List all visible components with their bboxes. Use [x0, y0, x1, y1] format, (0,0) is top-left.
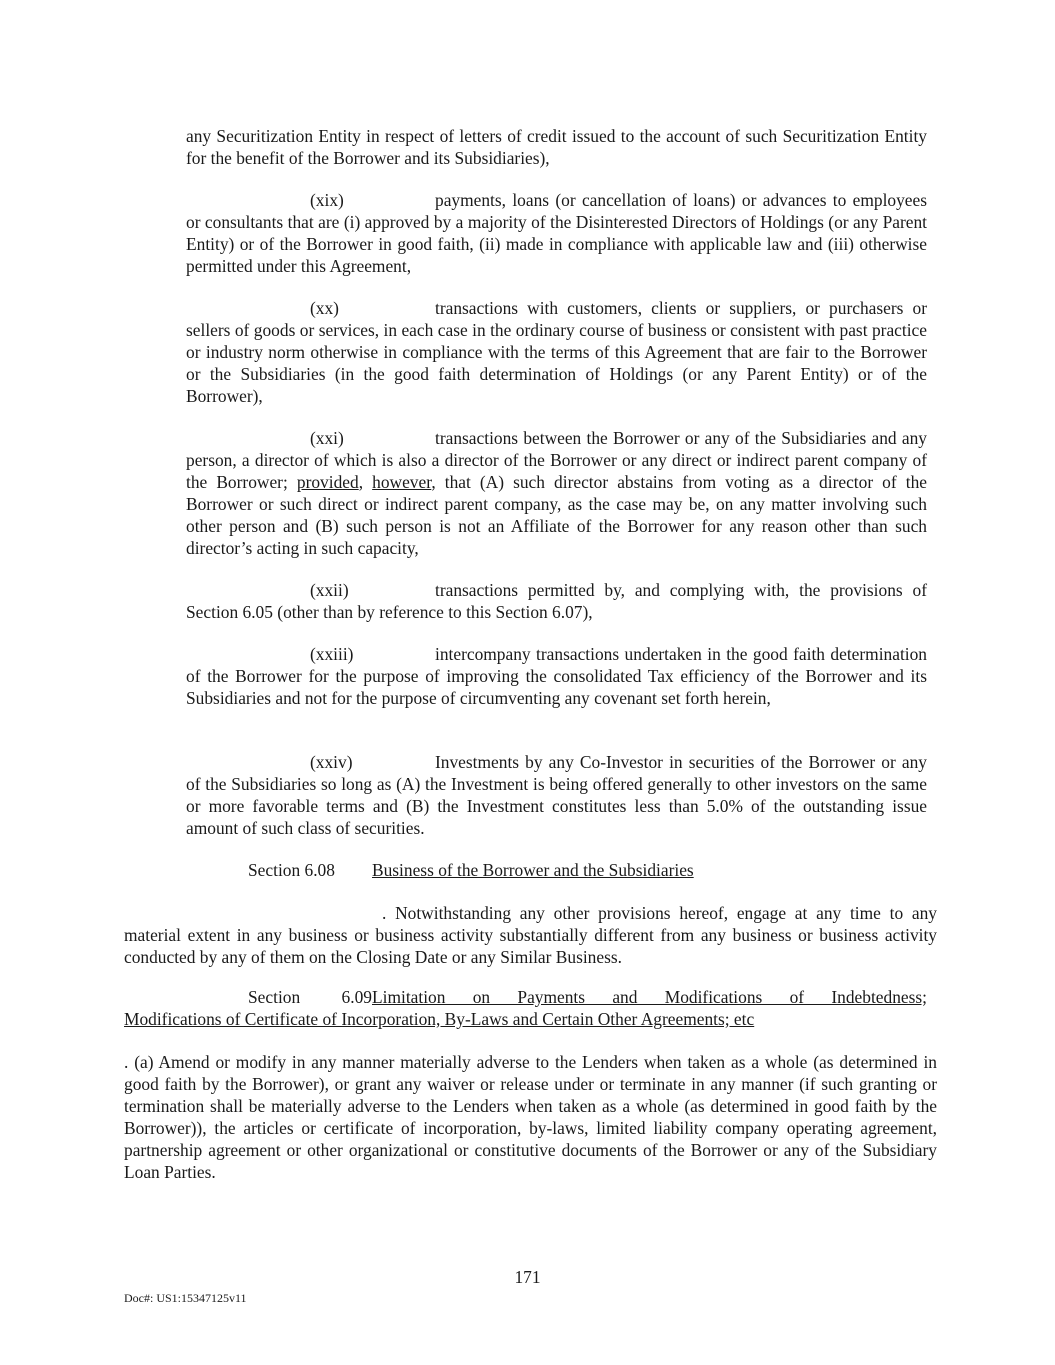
clause-text: transactions between the Borrower or any of the Subsidiaries and any person, a director of which is also a director of the Borrower or any direct or indirect parent company of the Borrower; [186, 428, 927, 492]
clause-xxiii [186, 643, 927, 709]
section-label: Section 6.09 [248, 987, 372, 1007]
document-id: Doc#: US1:15347125v11 [124, 1291, 247, 1305]
clause-number: (xxii) [310, 580, 349, 600]
clause-xxii [186, 579, 927, 623]
section-text: . Notwithstanding any other provisions hereof, engage at any time to any material extent in any business or business activity substantially different from any business or business activity conducted by any of them on the Closing Date or any Similar Business. [124, 903, 937, 967]
however-term: however [372, 472, 432, 492]
section-title-line [124, 986, 927, 1008]
section-6-09-body [124, 1051, 937, 1183]
clause-xix [186, 189, 927, 277]
page-number: 171 [514, 1267, 541, 1287]
clause-xxi [186, 427, 927, 559]
section-label: Section 6.08 [248, 860, 335, 880]
clause-xx [186, 297, 927, 407]
clause-number: (xxi) [310, 428, 344, 448]
section-6-08-body [124, 902, 937, 968]
clause-number: (xxiv) [310, 752, 353, 772]
section-title-line [124, 1008, 927, 1030]
separator: , [358, 472, 373, 492]
clause-text: , that (A) such director abstains from voting as a director of the Borrower or such direct or indirect parent company, as the case may be, on any matter involving such other person and (B) such person is not an Affiliate of the Borrower for any reason other than such director’s acting in such capacity, [186, 472, 927, 558]
section-6-09-heading [124, 986, 927, 1030]
clause-number: (xx) [310, 298, 339, 318]
clause-number: (xxiii) [310, 644, 354, 664]
clause-text: transactions with customers, clients or suppliers, or purchasers or sellers of goods or services, in each case in the ordinary course of business or consistent with past practice or industry norm otherwise in compliance with the terms of this Agreement that are fair to the Borrower or the Subsidiaries (in the good faith determination of Holdings (or any Parent Entity) or of the Borrower), [186, 298, 927, 406]
paragraph-text: any Securitization Entity in respect of letters of credit issued to the account of such Securitization Entity for the benefit of the Borrower and its Subsidiaries), [186, 126, 927, 168]
paragraph-continuation [186, 125, 927, 169]
clause-text: transactions permitted by, and complying with, the provisions of Section 6.05 (other than by reference to this Section 6.07), [186, 580, 927, 622]
section-text: . (a) Amend or modify in any manner materially adverse to the Lenders when taken as a whole (as determined in good faith by the Borrower), or grant any waiver or release under or terminate in any manner (if such granting or termination shall be materially adverse to the Lenders when taken as a whole (as determined in good faith by the Borrower)), the articles or certificate of incorporation, by-laws, limited liability company operating agreement, partnership agreement or other organizational or constitutive documents of the Borrower or any of the Subsidiary Loan Parties. [124, 1052, 937, 1182]
section-6-08-heading [124, 859, 937, 881]
clause-text: intercompany transactions undertaken in the good faith determination of the Borrower for the purpose of improving the consolidated Tax efficiency of the Borrower and its Subsidiaries and not for the purpose of circumventing any covenant set forth herein, [186, 644, 927, 708]
clause-xxiv [186, 751, 927, 839]
section-title: Limitation on Payments and Modifications of Indebtedness; [372, 987, 927, 1007]
clause-number: (xix) [310, 190, 344, 210]
clause-text: payments, loans (or cancellation of loans) or advances to employees or consultants that are (i) approved by a majority of the Disinterested Directors of Holdings (or any Parent Entity) or of the Borrower in good faith, (ii) made in compliance with applicable law and (iii) otherwise permitted under this Agreement, [186, 190, 927, 276]
section-title: Business of the Borrower and the Subsidiaries [372, 860, 694, 880]
section-title: Modifications of Certificate of Incorporation, By-Laws and Certain Other Agreements; etc [124, 1009, 755, 1029]
provided-term: provided [296, 472, 359, 492]
clause-text: Investments by any Co-Investor in securities of the Borrower or any of the Subsidiaries so long as (A) the Investment is being offered generally to other investors on the same or more favorable terms and (B) the Investment constitutes less than 5.0% of the outstanding issue amount of such class of securities. [186, 752, 927, 838]
